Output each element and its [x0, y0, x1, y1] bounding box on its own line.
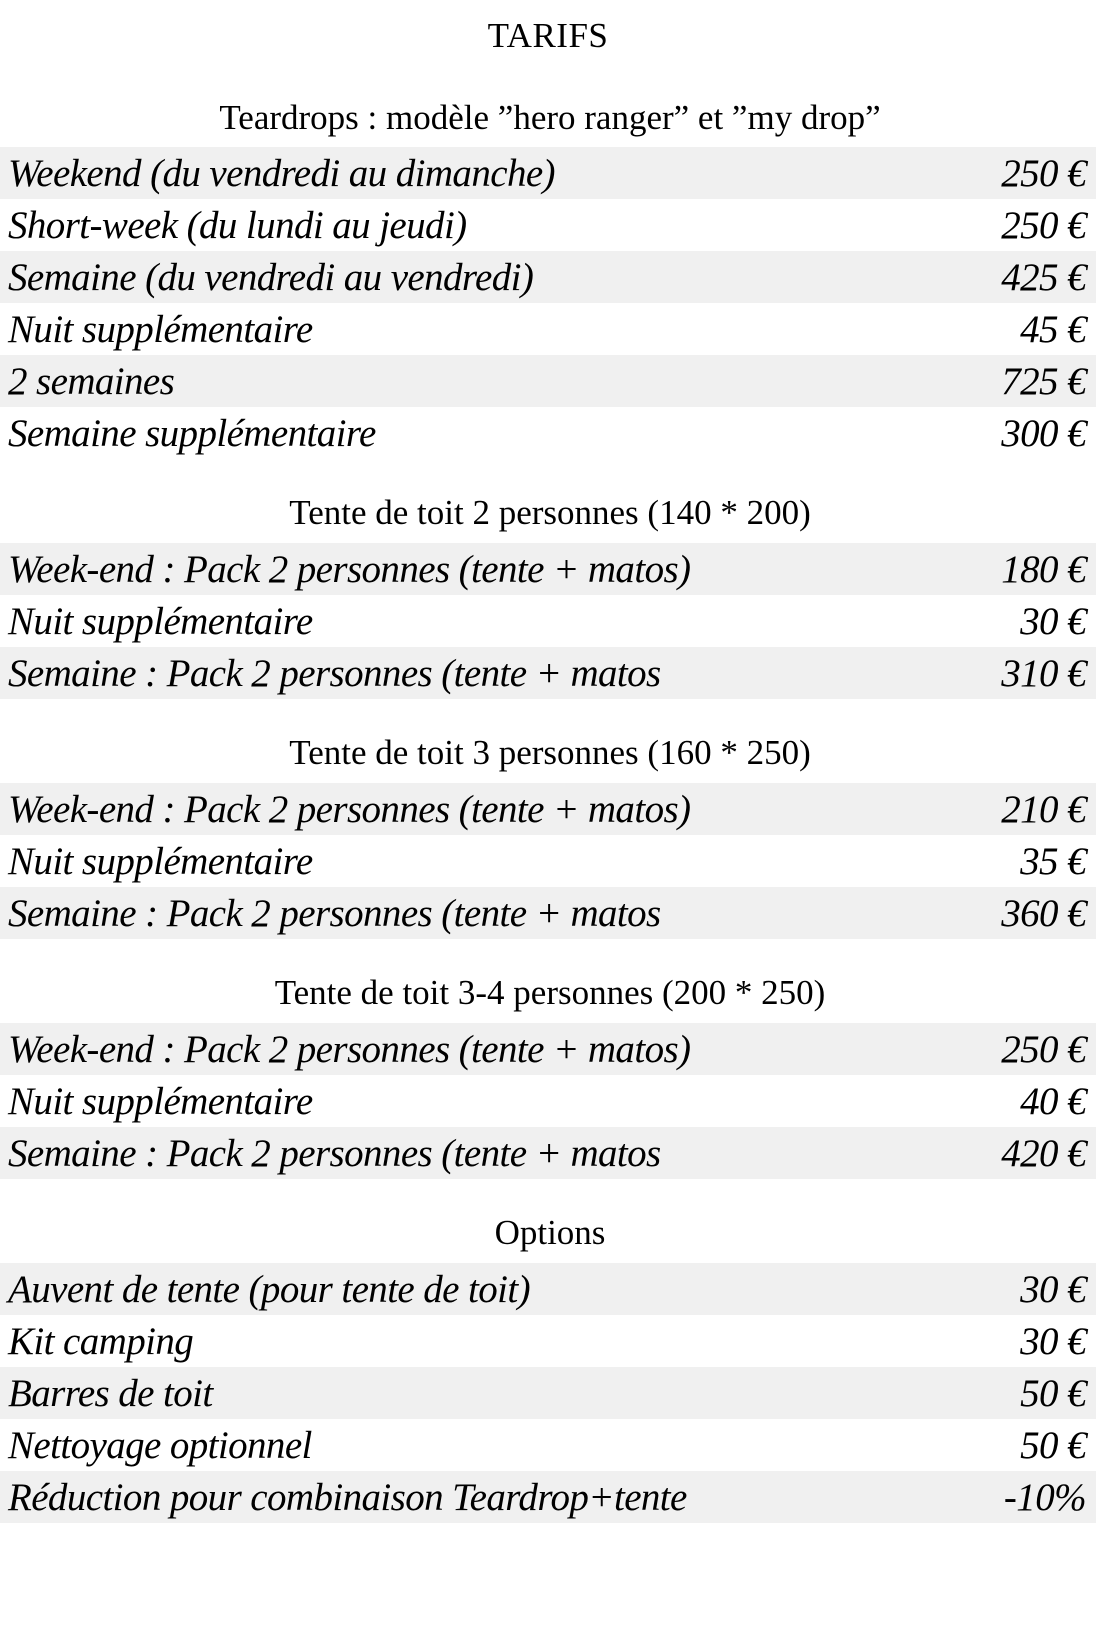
row-label: Nuit supplémentaire	[8, 307, 313, 351]
row-price: 40 €	[1020, 1079, 1086, 1123]
row-label: Nuit supplémentaire	[8, 839, 313, 883]
price-row	[0, 1263, 1096, 1315]
row-label: Kit camping	[8, 1319, 194, 1363]
section-heading: Tente de toit 2 personnes (140 * 200)	[289, 493, 811, 532]
row-price: 725 €	[1001, 359, 1086, 403]
price-row	[0, 1419, 1096, 1471]
section-heading: Teardrops : modèle ”hero ranger” et ”my drop”	[219, 98, 881, 137]
row-price: 425 €	[1001, 255, 1086, 299]
price-row	[0, 1127, 1096, 1179]
price-row	[0, 887, 1096, 939]
section-tente-2-personnes	[0, 492, 1096, 699]
row-label: Auvent de tente (pour tente de toit)	[8, 1267, 531, 1311]
section-heading: Tente de toit 3 personnes (160 * 250)	[289, 733, 811, 772]
row-price: 360 €	[1001, 891, 1086, 935]
row-label: Nuit supplémentaire	[8, 599, 313, 643]
row-price: 30 €	[1020, 1319, 1086, 1363]
price-row	[0, 199, 1096, 251]
row-label: Nuit supplémentaire	[8, 1079, 313, 1123]
section-tente-3-personnes	[0, 732, 1096, 939]
row-label: Weekend (du vendredi au dimanche)	[8, 151, 555, 195]
section-heading: Tente de toit 3-4 personnes (200 * 250)	[274, 973, 826, 1012]
row-label: Semaine : Pack 2 personnes (tente + matos	[8, 891, 661, 935]
price-list	[0, 1263, 1096, 1523]
price-row	[0, 1023, 1096, 1075]
price-row	[0, 407, 1096, 459]
row-price: 250 €	[1001, 1027, 1086, 1071]
price-row	[0, 783, 1096, 835]
row-label: Nettoyage optionnel	[8, 1423, 312, 1467]
row-label: Week-end : Pack 2 personnes (tente + matos)	[8, 547, 691, 591]
price-list	[0, 543, 1096, 699]
row-price: 50 €	[1020, 1423, 1086, 1467]
row-price: 35 €	[1020, 839, 1086, 883]
price-row	[0, 303, 1096, 355]
row-label: Semaine (du vendredi au vendredi)	[8, 255, 534, 299]
section-teardrops	[0, 97, 1096, 459]
price-row	[0, 251, 1096, 303]
row-label: Semaine : Pack 2 personnes (tente + matos	[8, 1131, 661, 1175]
row-label: Semaine : Pack 2 personnes (tente + matos	[8, 651, 661, 695]
row-label: Short-week (du lundi au jeudi)	[8, 203, 467, 247]
row-label: Réduction pour combinaison Teardrop+tente	[8, 1475, 687, 1519]
price-list	[0, 1023, 1096, 1179]
row-price: 300 €	[1001, 411, 1086, 455]
row-label: Semaine supplémentaire	[8, 411, 376, 455]
price-row	[0, 1367, 1096, 1419]
row-price: 180 €	[1001, 547, 1086, 591]
row-price: 30 €	[1020, 599, 1086, 643]
price-list	[0, 147, 1096, 459]
row-price: 30 €	[1020, 1267, 1086, 1311]
price-row	[0, 147, 1096, 199]
price-row	[0, 543, 1096, 595]
row-label: Week-end : Pack 2 personnes (tente + matos)	[8, 787, 691, 831]
row-price: 250 €	[1001, 151, 1086, 195]
price-row	[0, 595, 1096, 647]
row-price: 250 €	[1001, 203, 1086, 247]
section-options	[0, 1212, 1096, 1523]
price-row	[0, 1315, 1096, 1367]
row-label: Barres de toit	[8, 1371, 213, 1415]
page-title: TARIFS	[487, 16, 609, 55]
row-label: 2 semaines	[8, 359, 175, 403]
price-row	[0, 1075, 1096, 1127]
section-tente-3-4-personnes	[0, 972, 1096, 1179]
row-price: 210 €	[1001, 787, 1086, 831]
section-heading: Options	[494, 1213, 606, 1252]
price-row	[0, 355, 1096, 407]
price-list	[0, 783, 1096, 939]
price-row	[0, 1471, 1096, 1523]
row-price: 50 €	[1020, 1371, 1086, 1415]
price-row	[0, 647, 1096, 699]
row-price: 420 €	[1001, 1131, 1086, 1175]
row-price: -10%	[1003, 1475, 1086, 1519]
row-label: Week-end : Pack 2 personnes (tente + matos)	[8, 1027, 691, 1071]
price-row	[0, 835, 1096, 887]
row-price: 45 €	[1020, 307, 1086, 351]
row-price: 310 €	[1001, 651, 1086, 695]
